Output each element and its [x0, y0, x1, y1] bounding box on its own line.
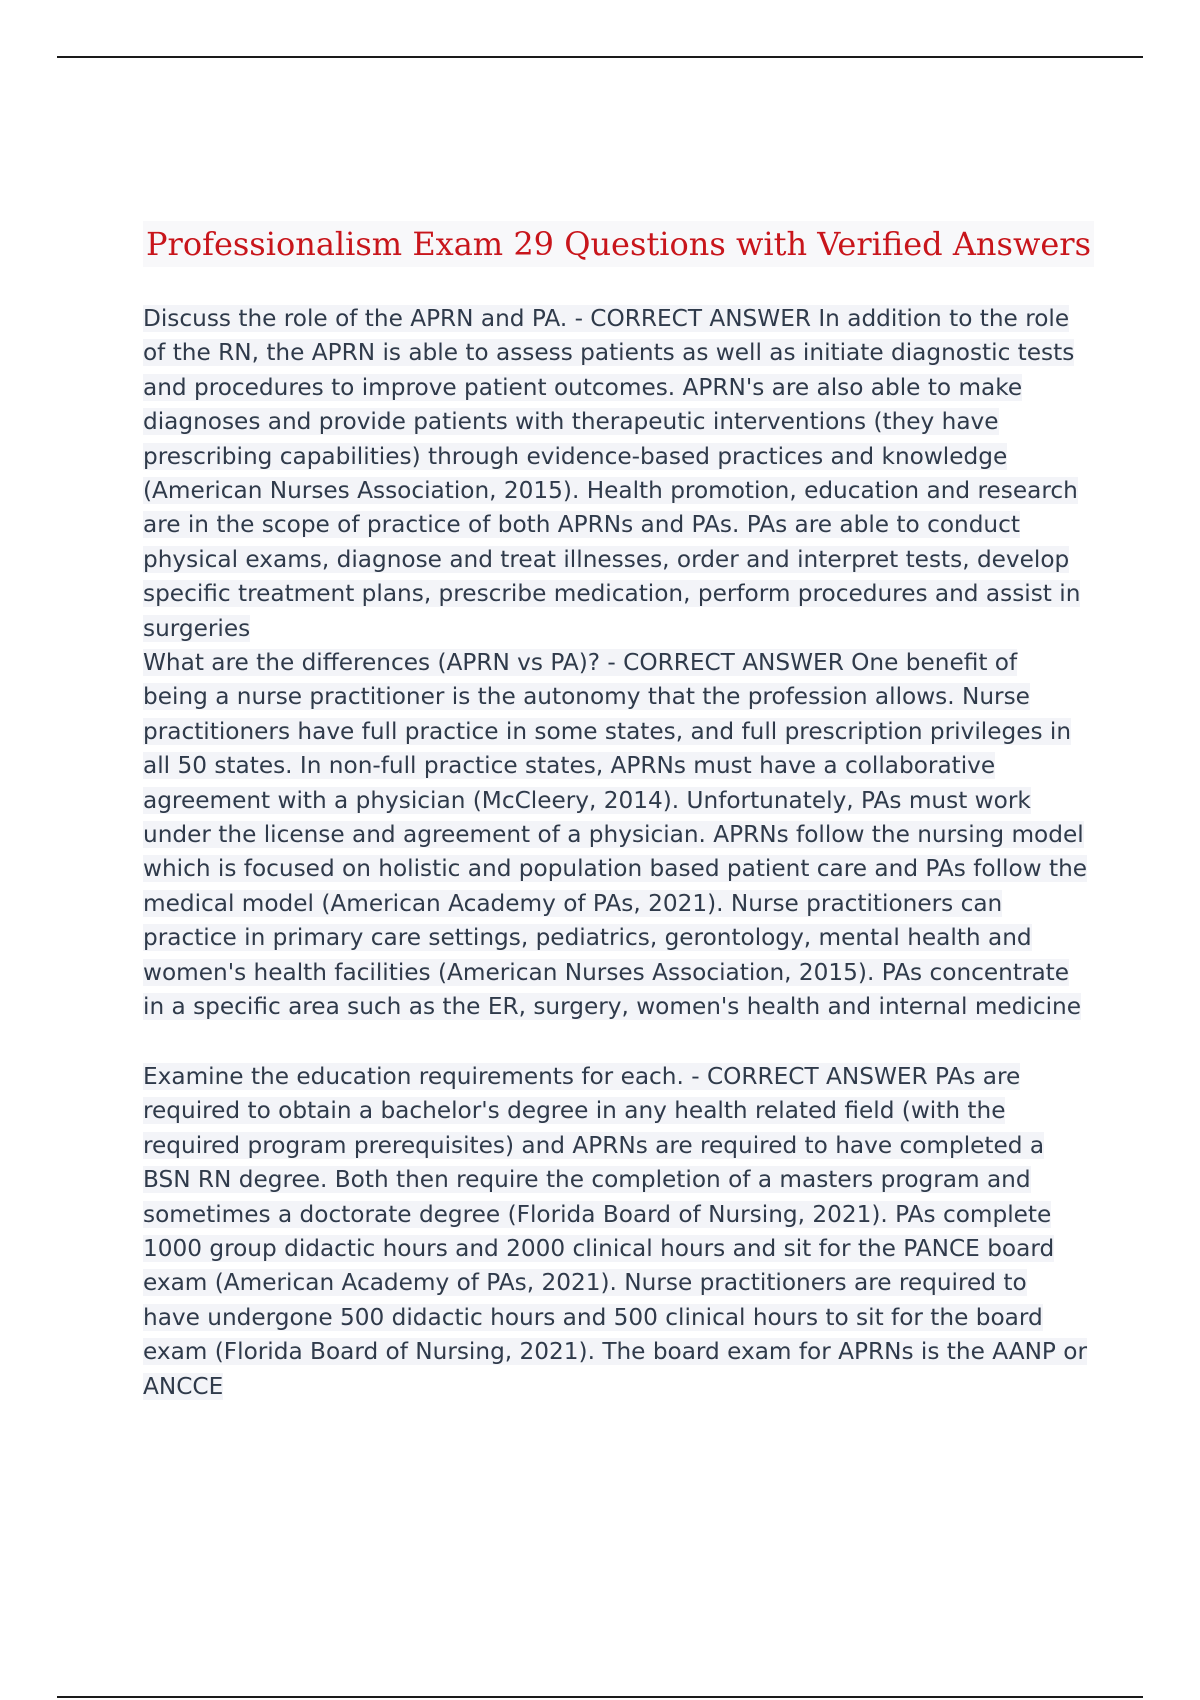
header-rule	[57, 56, 1143, 58]
qa-entry-3	[143, 1060, 1088, 1404]
qa-entry-2-text: What are the differences (APRN vs PA)? - CORRECT ANSWER One benefit of being a nurse practitioner is the autonomy that the profession allows. Nurse practitioners have full practice in some states, and full prescription privileges in all 50 states. In non-full practice states, APRNs must have a collaborative agreement with a physician (McCleery, 2014). Unfortunately, PAs must work under the license and agreement of a physician. APRNs follow the nursing model which is focused on holistic and population based patient care and PAs follow the medical model (American Academy of PAs, 2021). Nurse practitioners can practice in primary care settings, pediatrics, gerontology, mental health and women's health facilities (American Nurses Association, 2015). PAs concentrate in a specific area such as the ER, surgery, women's health and internal medicine	[143, 649, 1088, 1021]
qa-entry-2	[143, 646, 1088, 1024]
qa-entry-1	[143, 302, 1088, 646]
document-title: Professionalism Exam 29 Questions with Verified Answers	[143, 221, 1094, 267]
footer-rule	[57, 1696, 1143, 1698]
qa-entry-1-text: Discuss the role of the APRN and PA. - CORRECT ANSWER In addition to the role of the RN, the APRN is able to assess patients as well as initiate diagnostic tests and procedures to improve patient outcomes. APRN's are also able to make diagnoses and provide patients with therapeutic interventions (they have prescribing capabilities) through evidence-based practices and knowledge (American Nurses Association, 2015). Health promotion, education and research are in the scope of practice of both APRNs and PAs. PAs are able to conduct physical exams, diagnose and treat illnesses, order and interpret tests, develop specific treatment plans, prescribe medication, perform procedures and assist in surgeries	[143, 305, 1081, 642]
qa-entry-3-text: Examine the education requirements for each. - CORRECT ANSWER PAs are required to obtain a bachelor's degree in any health related field (with the required program prerequisites) and APRNs are required to have completed a BSN RN degree. Both then require the completion of a masters program and sometimes a doctorate degree (Florida Board of Nursing, 2021). PAs complete 1000 group didactic hours and 2000 clinical hours and sit for the PANCE board exam (American Academy of PAs, 2021). Nurse practitioners are required to have undergone 500 didactic hours and 500 clinical hours to sit for the board exam (Florida Board of Nursing, 2021). The board exam for APRNs is the AANP or ANCCE	[143, 1063, 1088, 1400]
